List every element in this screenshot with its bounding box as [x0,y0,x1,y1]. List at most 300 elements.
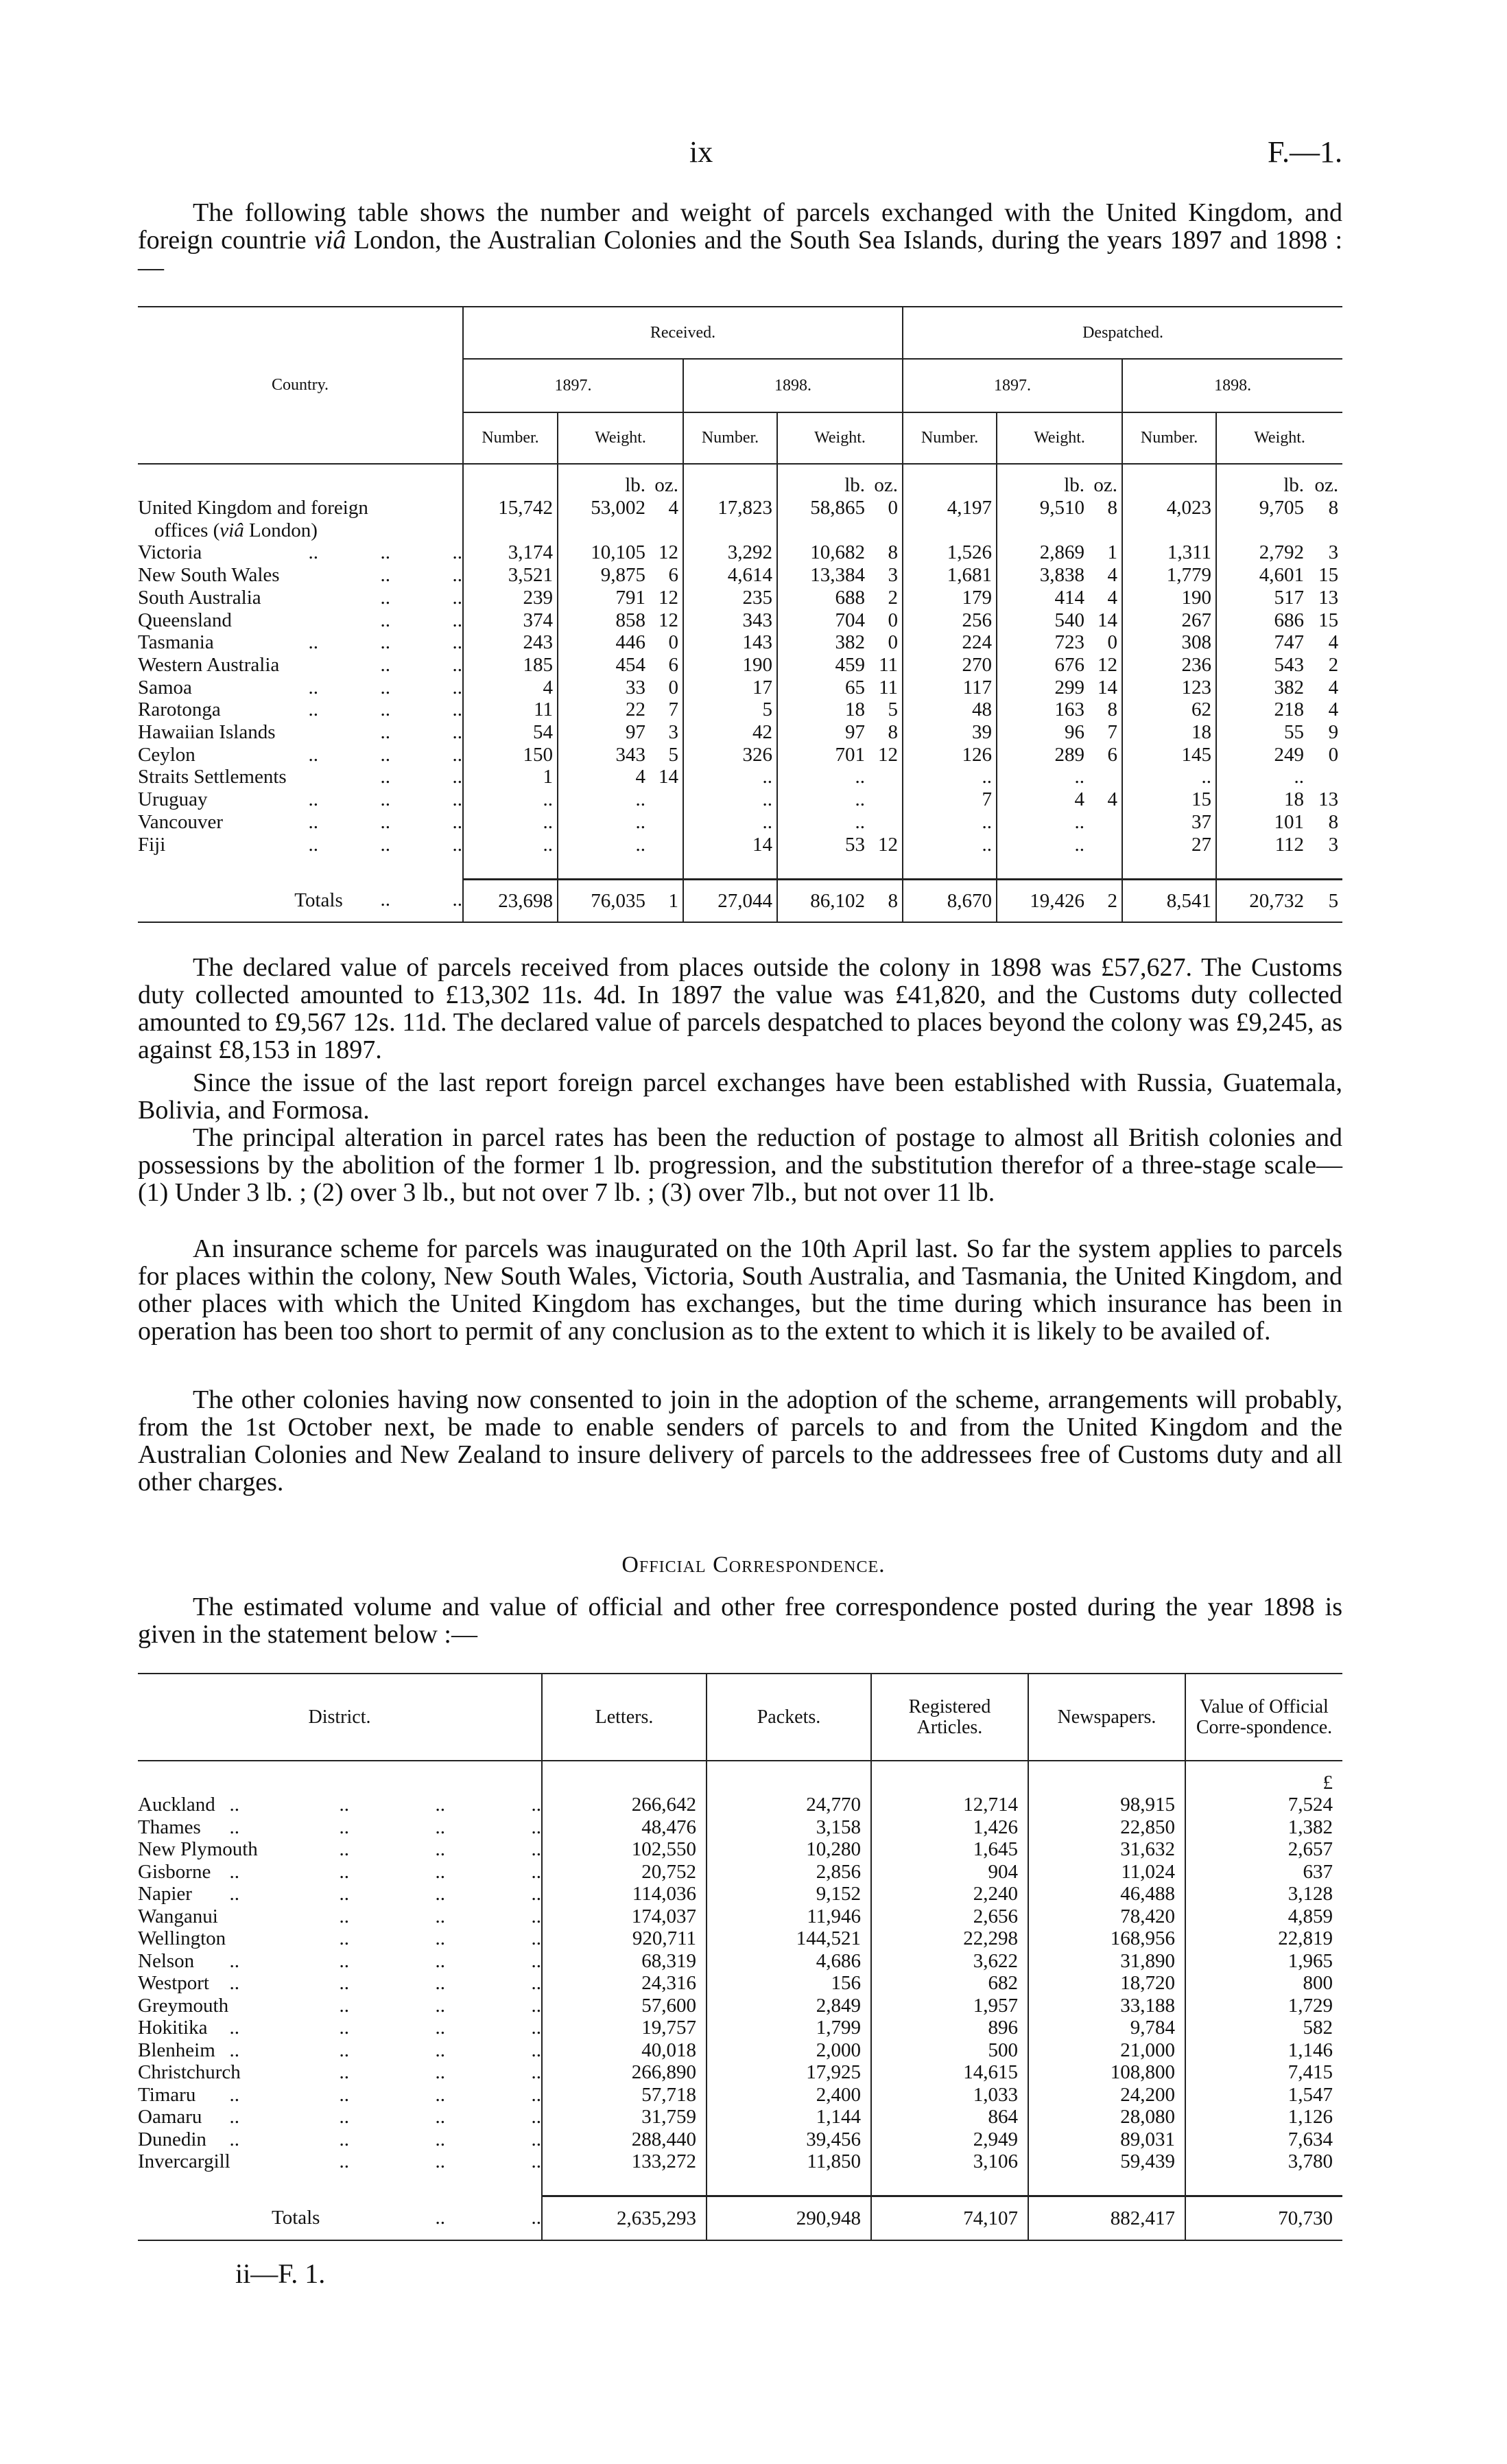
leader-dots: .. [380,743,390,766]
leader-dots: .. [229,2128,239,2150]
leader-dots: .. [435,1994,445,2017]
value-cell: 7,415 [1185,2061,1342,2084]
value-cell: 7,524 [1185,1794,1342,1816]
weight-lb-cell: 543 [1216,654,1305,677]
weight-oz-cell: 14 [658,766,678,788]
number-cell: 1,311 [1122,541,1216,564]
value-cell: 1,146 [1185,2039,1342,2062]
packets-cell: 156 [707,1972,871,1995]
leader-dots: .. [339,1949,349,1972]
leader-dots: .. [435,1860,445,1883]
number-cell: 308 [1122,631,1216,654]
number-cell: 15 [1122,788,1216,811]
leader-dots: .. [435,2106,445,2128]
packets-cell: 9,152 [707,1883,871,1905]
number-cell: 267 [1122,609,1216,632]
totals-label: Totals [272,2207,320,2229]
official-correspondence-table [138,1673,1342,2241]
letters-cell: 174,037 [542,1905,707,1928]
leader-dots: .. [229,1794,239,1816]
table-row [138,744,1342,766]
header-number: Number. [903,412,997,464]
weight-lb-cell: 249 [1216,744,1305,766]
leader-dots: .. [531,2083,541,2106]
country-name-italic: viâ [219,519,244,541]
number-cell: .. [463,788,558,811]
value-cell: 70,730 [1185,2196,1342,2241]
leader-dots: .. [380,833,390,856]
leader-dots: .. [452,889,462,911]
registered-cell: 864 [871,2106,1028,2128]
table-row [138,1905,1342,1928]
table-row [138,2017,1342,2039]
weight-lb-cell: 414 [997,587,1086,609]
leader-dots: .. [380,541,390,564]
weight-oz-cell [647,834,683,856]
leader-dots: .. [435,2128,445,2150]
packets-cell: 2,000 [707,2039,871,2062]
unit-oz: oz. [1314,474,1339,497]
header-weight: Weight. [558,412,683,464]
leader-dots: .. [380,889,390,911]
country-name: Rarotonga [138,699,221,721]
leader-dots: .. [531,2206,541,2229]
weight-oz-cell: 0 [888,609,899,631]
weight-oz-cell: 6 [1107,743,1118,766]
number-cell: 145 [1122,744,1216,766]
leader-dots: .. [229,1972,239,1994]
leader-dots: .. [339,1905,349,1927]
number-cell: .. [463,834,558,856]
newspapers-cell: 28,080 [1028,2106,1185,2128]
letters-cell: 266,890 [542,2061,707,2084]
number-cell: 18 [1122,721,1216,744]
official-intro-paragraph: The estimated volume and value of official and other free correspondence posted during the year 1898 is given in the statement below :— [138,1593,1342,1649]
weight-oz-cell: 8 [1107,699,1118,721]
number-cell: 27 [1122,834,1216,856]
weight-oz-cell [647,811,683,834]
weight-lb-cell: 58,865 [777,497,866,519]
number-cell: 126 [903,744,997,766]
table-row [138,699,1342,721]
leader-dots: .. [531,2017,541,2039]
number-cell: 243 [463,631,558,654]
leader-dots: .. [435,1838,445,1860]
number-cell: 343 [683,609,777,632]
weight-lb-cell: 686 [1216,609,1305,632]
number-cell: 150 [463,744,558,766]
leader-dots: .. [229,1883,239,1905]
leader-dots: .. [308,810,318,833]
letters-cell: 114,036 [542,1883,707,1905]
weight-lb-cell: 9,875 [558,564,647,587]
parcels-table [138,306,1342,923]
packets-cell: 11,850 [707,2150,871,2173]
newspapers-cell: 21,000 [1028,2039,1185,2062]
value-cell: 1,382 [1185,1816,1342,1839]
letters-cell: 19,757 [542,2017,707,2039]
leader-dots: .. [452,586,462,609]
packets-cell: 11,946 [707,1905,871,1928]
leader-dots: .. [531,1972,541,1994]
weight-oz-cell: 4 [668,497,678,519]
number-cell: 17,823 [683,497,777,519]
weight-lb-cell: 18 [1216,788,1305,811]
district-name: Oamaru [138,2106,202,2128]
table-row [138,1794,1342,1816]
weight-lb-cell: 13,384 [777,564,866,587]
number-cell: 7 [903,788,997,811]
newspapers-cell: 31,632 [1028,1838,1185,1861]
newspapers-cell: 18,720 [1028,1972,1185,1995]
leader-dots: .. [380,586,390,609]
weight-lb-cell: 343 [558,744,647,766]
table-row [138,1950,1342,1973]
registered-cell: 14,615 [871,2061,1028,2084]
leader-dots: .. [452,833,462,856]
district-name: New Plymouth [138,1838,258,1860]
table-row [138,654,1342,677]
value-cell: 1,547 [1185,2084,1342,2107]
number-cell: 4,197 [903,497,997,519]
header-weight: Weight. [997,412,1122,464]
district-name: Nelson [138,1949,195,1972]
newspapers-cell: 89,031 [1028,2128,1185,2151]
leader-dots: .. [435,2083,445,2106]
weight-lb-cell: 10,682 [777,541,866,564]
weight-oz-cell: 8 [888,721,899,744]
weight-lb-cell: 19,426 [997,879,1086,922]
weight-lb-cell: 76,035 [558,879,647,922]
header-received-1897: 1897. [463,359,683,412]
table-row [138,1995,1342,2017]
weight-oz-cell: 2 [1328,653,1339,676]
value-cell: 4,859 [1185,1905,1342,1928]
leader-dots: .. [308,743,318,766]
weight-lb-cell: 701 [777,744,866,766]
weight-lb-cell: .. [997,834,1086,856]
leader-dots: .. [380,699,390,721]
weight-lb-cell: 101 [1216,811,1305,834]
weight-oz-cell [1086,811,1122,834]
header-number: Number. [1122,412,1216,464]
leader-dots: .. [380,631,390,654]
country-name: Ceylon [138,743,195,766]
country-name: United Kingdom and foreign [138,497,368,519]
weight-oz-cell: 12 [878,833,899,856]
number-cell: 1,526 [903,541,997,564]
table-row [138,788,1342,811]
packets-cell: 4,686 [707,1950,871,1973]
leader-dots: .. [435,2206,445,2229]
number-cell: 374 [463,609,558,632]
table-row [138,2039,1342,2062]
weight-oz-cell: 13 [1318,586,1339,609]
leader-dots: .. [435,1794,445,1816]
number-cell: 1,779 [1122,564,1216,587]
header-weight: Weight. [1216,412,1342,464]
country-name: Fiji [138,833,166,856]
weight-oz-cell [1086,834,1122,856]
weight-lb-cell: 218 [1216,699,1305,721]
weight-oz-cell: 0 [1107,631,1118,654]
value-cell: 800 [1185,1972,1342,1995]
registered-cell: 1,957 [871,1995,1028,2017]
weight-oz-cell: 12 [878,743,899,766]
leader-dots: .. [339,2017,349,2039]
table-row [138,1838,1342,1861]
letters-cell: 20,752 [542,1861,707,1884]
weight-lb-cell: 22 [558,699,647,721]
weight-oz-cell [647,788,683,811]
weight-lb-cell: 55 [1216,721,1305,744]
country-name: Samoa [138,676,192,699]
weight-oz-cell: 12 [658,541,678,564]
weight-lb-cell: 18 [777,699,866,721]
number-cell: 190 [1122,587,1216,609]
leader-dots: .. [531,2128,541,2150]
packets-cell: 10,280 [707,1838,871,1861]
weight-oz-cell: 8 [888,541,899,564]
leader-dots: .. [308,699,318,721]
leader-dots: .. [531,2061,541,2083]
header-packets: Packets. [707,1674,871,1761]
country-name: Tasmania [138,631,214,654]
body-paragraph: The declared value of parcels received from places outside the colony in 1898 was £57,627. The Customs duty collected amounted to £13,302 11s. 4d. In 1897 the value was £41,820, and the Customs duty collected amounted to £9,567 12s. 11d. The declared value of parcels despatched to places beyond the colony was £9,245, as against £8,153 in 1897. [138,953,1342,1064]
leader-dots: .. [229,2106,239,2128]
leader-dots: .. [380,810,390,833]
leader-dots: .. [339,1860,349,1883]
table-row [138,564,1342,587]
number-cell: 42 [683,721,777,744]
weight-lb-cell: 4 [997,788,1086,811]
number-cell: 4 [463,677,558,699]
leader-dots: .. [452,541,462,564]
header-despatched-1898: 1898. [1122,359,1342,412]
weight-lb-cell: 459 [777,654,866,677]
weight-oz-cell: 3 [1328,833,1339,856]
header-letters: Letters. [542,1674,707,1761]
currency-symbol: £ [1185,1761,1342,1794]
country-name: Vancouver [138,810,224,833]
district-name: Christchurch [138,2061,241,2083]
number-cell: .. [1122,766,1216,788]
number-cell: 5 [683,699,777,721]
district-name: Greymouth [138,1994,229,2017]
weight-lb-cell: 454 [558,654,647,677]
leader-dots: .. [339,2039,349,2061]
intro-italic: viâ [313,226,346,255]
weight-oz-cell: 0 [668,676,678,699]
number-cell: 14 [683,834,777,856]
weight-lb-cell: 704 [777,609,866,632]
number-cell: .. [683,811,777,834]
weight-lb-cell: 86,102 [777,879,866,922]
weight-lb-cell: 96 [997,721,1086,744]
units-row [138,464,1342,497]
number-cell: 1 [463,766,558,788]
weight-oz-cell: 1 [647,879,683,922]
weight-oz-cell: 11 [879,653,899,676]
weight-lb-cell: 97 [558,721,647,744]
table-row-continuation [138,519,1342,542]
leader-dots: .. [229,1816,239,1838]
leader-dots: .. [435,2017,445,2039]
leader-dots: .. [229,2017,239,2039]
weight-oz-cell: 12 [1097,653,1118,676]
value-cell: 3,780 [1185,2150,1342,2173]
weight-oz-cell: 12 [658,609,678,631]
totals-row [138,879,1342,922]
weight-lb-cell: 382 [777,631,866,654]
weight-oz-cell: 7 [668,699,678,721]
newspapers-cell: 11,024 [1028,1861,1185,1884]
leader-dots: .. [339,1838,349,1860]
weight-lb-cell: 517 [1216,587,1305,609]
intro-text: The following table shows the number and weight of parcels exchanged with the United Kingdom, and foreign countrie [138,198,1342,255]
header-registered: Registered Articles. [871,1674,1028,1761]
country-name: South Australia [138,586,261,609]
packets-cell: 39,456 [707,2128,871,2151]
country-name: Victoria [138,541,202,564]
leader-dots: .. [452,676,462,699]
district-name: Timaru [138,2083,196,2106]
weight-lb-cell: 163 [997,699,1086,721]
letters-cell: 266,642 [542,1794,707,1816]
country-name-cont: offices ( [154,519,220,541]
weight-lb-cell: .. [558,788,647,811]
weight-lb-cell: 112 [1216,834,1305,856]
value-cell: 1,965 [1185,1950,1342,1973]
weight-oz-cell: 4 [1328,631,1339,654]
totals-label: Totals [294,889,343,912]
leader-dots: .. [339,1927,349,1949]
newspapers-cell: 22,850 [1028,1816,1185,1839]
letters-cell: 2,635,293 [542,2196,707,2241]
weight-lb-cell: 65 [777,677,866,699]
header-received: Received. [463,307,903,359]
header-country: Country. [138,307,463,464]
registered-cell: 3,106 [871,2150,1028,2173]
newspapers-cell: 33,188 [1028,1995,1185,2017]
value-cell: 22,819 [1185,1927,1342,1950]
number-cell: 256 [903,609,997,632]
body-paragraph: The other colonies having now consented to join in the adoption of the scheme, arrangements will probably, from the 1st October next, be made to enable senders of parcels to and from the United Kingdom and the Australian Colonies and New Zealand to insure delivery of parcels to the addressees free of Customs duty and all other charges. [138,1385,1342,1497]
weight-lb-cell: 20,732 [1216,879,1305,922]
leader-dots: .. [531,1927,541,1949]
leader-dots: .. [229,2039,239,2061]
weight-lb-cell: 382 [1216,677,1305,699]
body-paragraph: Since the issue of the last report foreign parcel exchanges have been established with Russia, Guatemala, Bolivia, and Formosa. [138,1068,1342,1125]
leader-dots: .. [380,721,390,744]
weight-oz-cell: 13 [1318,788,1339,811]
weight-oz-cell: 4 [1328,676,1339,699]
table-row [138,2061,1342,2084]
registered-cell: 1,645 [871,1838,1028,1861]
newspapers-cell: 24,200 [1028,2084,1185,2107]
packets-cell: 290,948 [707,2196,871,2241]
table-row [138,721,1342,744]
weight-oz-cell: 4 [1107,586,1118,609]
leader-dots: .. [435,1972,445,1994]
value-cell: 1,126 [1185,2106,1342,2128]
weight-oz-cell: 0 [888,631,899,654]
leader-dots: .. [452,743,462,766]
leader-dots: .. [531,1883,541,1905]
packets-cell: 2,849 [707,1995,871,2017]
weight-lb-cell: 676 [997,654,1086,677]
number-cell: 17 [683,677,777,699]
district-name: Hokitika [138,2017,208,2039]
header-value: Value of Official Corre-spondence. [1185,1674,1342,1761]
number-cell: 143 [683,631,777,654]
number-cell: 15,742 [463,497,558,519]
leader-dots: .. [531,1794,541,1816]
number-cell: 117 [903,677,997,699]
body-paragraph: The principal alteration in parcel rates has been the reduction of postage to almost all British colonies and possessions by the abolition of the former 1 lb. progression, and the substitution therefor of a three-stage scale—(1) Under 3 lb. ; (2) over 3 lb., but not over 7 lb. ; (3) over 7lb., but not over 11 lb. [138,1123,1342,1207]
table-row [138,587,1342,609]
country-name: Straits Settlements [138,766,287,788]
registered-cell: 2,656 [871,1905,1028,1928]
leader-dots: .. [308,676,318,699]
leader-dots: .. [380,676,390,699]
weight-lb-cell: 723 [997,631,1086,654]
leader-dots: .. [339,1816,349,1838]
leader-dots: .. [531,1860,541,1883]
totals-row [138,2196,1342,2241]
weight-oz-cell [1305,766,1342,788]
weight-oz-cell: 4 [1107,788,1118,811]
number-cell: 4,023 [1122,497,1216,519]
weight-oz-cell [1086,766,1122,788]
value-cell: 1,729 [1185,1995,1342,2017]
weight-oz-cell: 7 [1107,721,1118,744]
table-row [138,497,1342,519]
table-row [138,1883,1342,1905]
header-despatched: Despatched. [903,307,1342,359]
number-cell: 39 [903,721,997,744]
value-cell: 2,657 [1185,1838,1342,1861]
weight-lb-cell: .. [558,834,647,856]
weight-oz-cell: 5 [1305,879,1342,922]
leader-dots: .. [339,1994,349,2017]
number-cell: 23,698 [463,879,558,922]
number-cell: 37 [1122,811,1216,834]
weight-lb-cell: 688 [777,587,866,609]
registered-cell: 904 [871,1861,1028,1884]
district-name: Dunedin [138,2128,206,2150]
leader-dots: .. [531,2039,541,2061]
leader-dots: .. [229,1860,239,1883]
packets-cell: 1,799 [707,2017,871,2039]
newspapers-cell: 59,439 [1028,2150,1185,2173]
packets-cell: 2,400 [707,2084,871,2107]
weight-lb-cell: 97 [777,721,866,744]
leader-dots: .. [452,564,462,587]
leader-dots: .. [339,2106,349,2128]
weight-oz-cell: 8 [1328,497,1339,519]
weight-lb-cell: 33 [558,677,647,699]
weight-lb-cell: 53 [777,834,866,856]
weight-oz-cell [866,788,903,811]
weight-oz-cell: 9 [1328,721,1339,744]
weight-lb-cell: 9,705 [1216,497,1305,519]
newspapers-cell: 882,417 [1028,2196,1185,2241]
registered-cell: 896 [871,2017,1028,2039]
number-cell: 3,174 [463,541,558,564]
value-cell: 3,128 [1185,1883,1342,1905]
page-number: ix [689,135,713,169]
